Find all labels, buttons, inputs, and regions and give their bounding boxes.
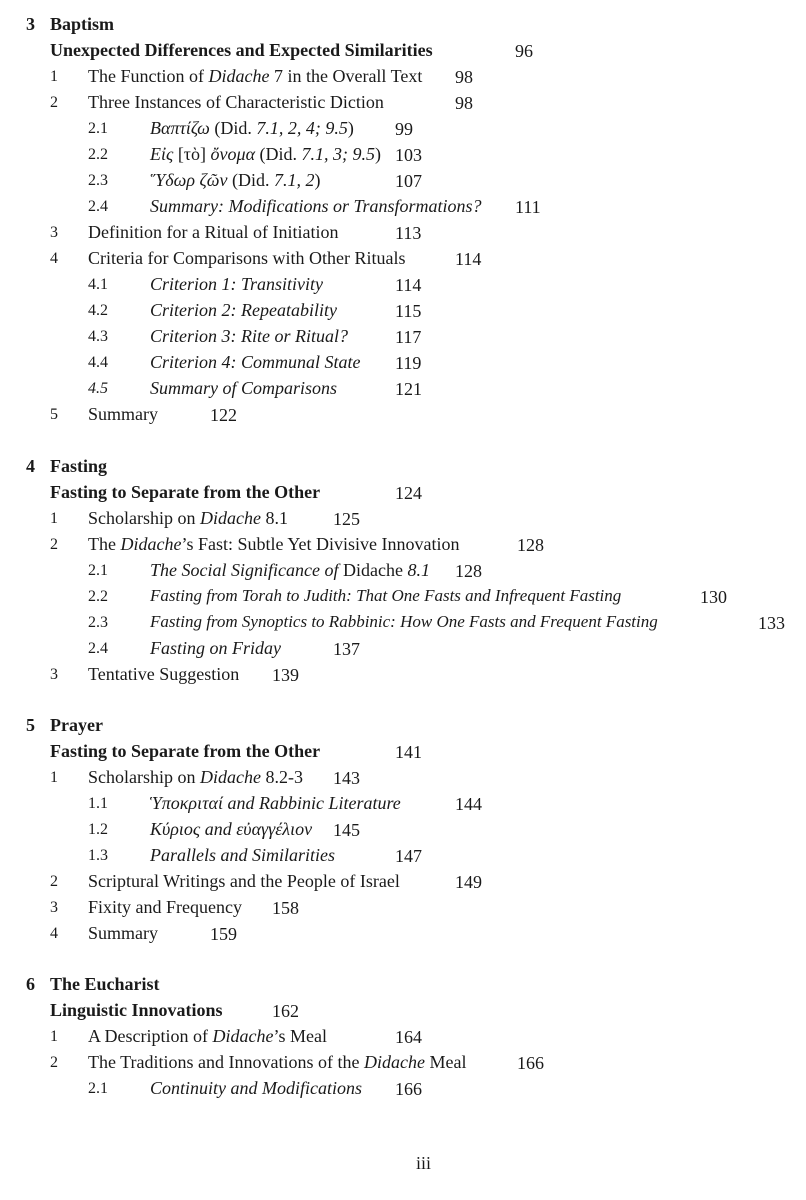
section-number: 1	[50, 1028, 58, 1045]
section-title: Criteria for Comparisons with Other Rituals	[88, 248, 406, 268]
section-number: 2	[50, 536, 58, 553]
subsection-title: Criterion 3: Rite or Ritual?	[150, 326, 348, 346]
page-number: 164	[395, 1027, 422, 1047]
chapter-subtitle: Linguistic Innovations	[50, 1000, 223, 1020]
subsection-number: 1.1	[88, 795, 108, 812]
subsection-title: Ὑποκριταί and Rabbinic Literature	[150, 793, 401, 813]
page-number: 166	[395, 1079, 422, 1099]
subsection-title: Κύριος and εὐαγγέλιον	[150, 819, 313, 839]
page-number: 117	[395, 327, 422, 347]
folio-page-number: iii	[416, 1153, 432, 1173]
section-number: 2	[50, 873, 58, 890]
section-title: The Didache’s Fast: Subtle Yet Divisive Innovation	[88, 534, 460, 554]
section-title: Three Instances of Characteristic Diction	[88, 92, 384, 112]
subsection-number: 2.1	[88, 1080, 108, 1097]
page-number: 145	[333, 820, 360, 840]
page-number: 125	[333, 509, 360, 529]
subsection-title: The Social Significance of Didache 8.1	[150, 560, 430, 580]
page-number: 96	[515, 41, 533, 61]
section-number: 1	[50, 68, 58, 85]
page-number: 103	[395, 145, 422, 165]
page-number: 137	[333, 639, 360, 659]
subsection-number: 2.2	[88, 146, 108, 163]
page-number: 98	[455, 93, 473, 113]
chapter-number: 3	[26, 14, 35, 34]
subsection-number: 1.3	[88, 847, 108, 864]
page-number: 166	[517, 1053, 544, 1073]
section-title: Summary	[88, 404, 158, 424]
page-number: 147	[395, 846, 422, 866]
page-number: 114	[455, 249, 482, 269]
page-number: 121	[395, 379, 422, 399]
section-title: Summary	[88, 923, 158, 943]
page-number: 158	[272, 898, 299, 918]
subsection-title: Ὕδωρ ζῶν (Did. 7.1, 2)	[150, 170, 321, 190]
page-number: 128	[517, 535, 544, 555]
page-number: 159	[210, 924, 237, 944]
subsection-title: Parallels and Similarities	[150, 845, 336, 865]
subsection-title: Criterion 2: Repeatability	[150, 300, 337, 320]
subsection-number: 2.1	[88, 562, 108, 579]
page-number: 119	[395, 353, 422, 373]
page-number: 130	[700, 587, 727, 607]
chapter-title: Prayer	[50, 715, 103, 735]
section-number: 1	[50, 769, 58, 786]
subsection-number: 4.1	[88, 276, 108, 293]
subsection-title: Summary of Comparisons	[150, 378, 338, 398]
section-title: Tentative Suggestion	[88, 664, 240, 684]
page-number: 143	[333, 768, 360, 788]
section-title: A Description of Didache’s Meal	[88, 1026, 327, 1046]
page-number: 141	[395, 742, 422, 762]
section-number: 3	[50, 224, 58, 241]
chapter-subtitle: Unexpected Differences and Expected Similarities	[50, 40, 433, 60]
subsection-title: Continuity and Modifications	[150, 1078, 362, 1098]
section-title: Scholarship on Didache 8.1	[88, 508, 288, 528]
subsection-number: 2.4	[88, 198, 108, 215]
page-number: 107	[395, 171, 422, 191]
chapter-number: 6	[26, 974, 35, 994]
section-number: 5	[50, 406, 58, 423]
section-number: 3	[50, 899, 58, 916]
page-number: 128	[455, 561, 482, 581]
subsection-number: 2.3	[88, 172, 108, 189]
subsection-title: Fasting on Friday	[150, 638, 281, 658]
subsection-number: 1.2	[88, 821, 108, 838]
page-number: 122	[210, 405, 237, 425]
subsection-number: 2.1	[88, 120, 108, 137]
page-number: 139	[272, 665, 299, 685]
subsection-title: Fasting from Torah to Judith: That One Fasts and Infrequent Fasting	[150, 586, 622, 605]
chapter-number: 4	[26, 456, 35, 476]
section-title: Definition for a Ritual of Initiation	[88, 222, 339, 242]
page-number: 115	[395, 301, 422, 321]
section-title: Scholarship on Didache 8.2-3	[88, 767, 303, 787]
page-number: 114	[395, 275, 422, 295]
section-number: 3	[50, 666, 58, 683]
subsection-number: 2.2	[88, 588, 108, 605]
section-title: The Traditions and Innovations of the Didache Meal	[88, 1052, 467, 1072]
page-number: 99	[395, 119, 413, 139]
page-number: 111	[515, 197, 541, 217]
subsection-title: Criterion 4: Communal State	[150, 352, 361, 372]
subsection-title: Summary: Modifications or Transformations?	[150, 196, 482, 216]
subsection-title: Βαπτίζω (Did. 7.1, 2, 4; 9.5)	[150, 118, 354, 138]
page-number: 144	[455, 794, 482, 814]
section-number: 2	[50, 94, 58, 111]
chapter-title: The Eucharist	[50, 974, 160, 994]
subsection-number: 4.5	[88, 380, 108, 397]
chapter-title: Fasting	[50, 456, 108, 476]
page-number: 98	[455, 67, 473, 87]
page-number: 113	[395, 223, 422, 243]
subsection-number: 4.2	[88, 302, 108, 319]
section-number: 4	[50, 250, 58, 267]
subsection-title: Fasting from Synoptics to Rabbinic: How One Fasts and Frequent Fasting	[150, 612, 658, 631]
subsection-title: Criterion 1: Transitivity	[150, 274, 324, 294]
chapter-subtitle: Fasting to Separate from the Other	[50, 482, 321, 502]
section-title: The Function of Didache 7 in the Overall Text	[88, 66, 423, 86]
subsection-number: 2.4	[88, 640, 108, 657]
section-number: 2	[50, 1054, 58, 1071]
page-number: 133	[758, 613, 785, 633]
chapter-number: 5	[26, 715, 35, 735]
page-number: 149	[455, 872, 482, 892]
page-number: 124	[395, 483, 422, 503]
section-number: 4	[50, 925, 58, 942]
subsection-title: Εἰς [τὸ] ὄνομα (Did. 7.1, 3; 9.5)	[150, 144, 382, 164]
subsection-number: 4.3	[88, 328, 108, 345]
section-number: 1	[50, 510, 58, 527]
subsection-number: 2.3	[88, 614, 108, 631]
subsection-number: 4.4	[88, 354, 108, 371]
page-number: 162	[272, 1001, 299, 1021]
section-title: Fixity and Frequency	[88, 897, 242, 917]
section-title: Scriptural Writings and the People of Israel	[88, 871, 400, 891]
chapter-subtitle: Fasting to Separate from the Other	[50, 741, 321, 761]
chapter-title: Baptism	[50, 14, 115, 34]
